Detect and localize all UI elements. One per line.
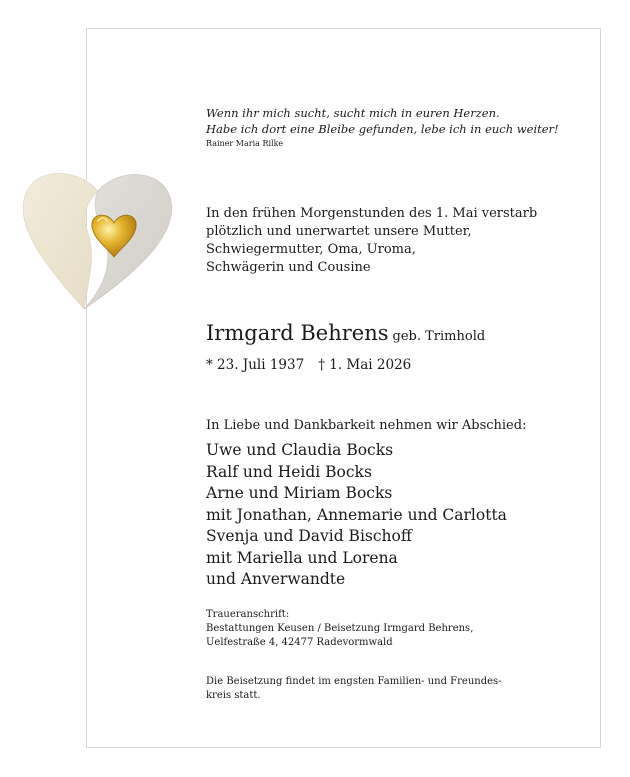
death-date: † 1. Mai 2026 (318, 357, 412, 373)
mourning-address (206, 608, 473, 650)
quote-text (206, 105, 559, 137)
quote-line: Habe ich dort eine Bleibe gefunden, lebe ich in euch weiter! (206, 122, 559, 136)
intro-line: plötzlich und unerwartet unsere Mutter, (206, 224, 472, 239)
note-line: Die Beisetzung findet im engsten Familien- und Freundes- (206, 676, 502, 687)
quote-author: Rainer Maria Rilke (206, 139, 284, 148)
mourners-list (206, 440, 507, 591)
intro-text (206, 205, 537, 277)
mourner-line: Arne und Miriam Bocks (206, 484, 393, 502)
birth-date: * 23. Juli 1937 (206, 357, 305, 373)
farewell-text: In Liebe und Dankbarkeit nehmen wir Abschied: (206, 418, 527, 433)
address-line: Uelfestraße 4, 42477 Radevormwald (206, 637, 393, 648)
note-line: kreis statt. (206, 690, 261, 701)
burial-note (206, 675, 502, 703)
heart-left-half (23, 173, 98, 309)
address-line: Bestattungen Keusen / Beisetzung Irmgard Behrens, (206, 623, 474, 634)
deceased-name-line (206, 321, 485, 345)
intro-line: Schwägerin und Cousine (206, 260, 371, 275)
intro-line: In den frühen Morgenstunden des 1. Mai verstarb (206, 206, 538, 221)
life-dates (206, 357, 411, 373)
address-label: Traueranschrift: (206, 609, 290, 620)
mourner-line: und Anverwandte (206, 570, 346, 588)
heart-illustration (18, 163, 178, 313)
intro-line: Schwiegermutter, Oma, Uroma, (206, 242, 416, 257)
birth-name: geb. Trimhold (392, 329, 486, 344)
mourner-line: Svenja und David Bischoff (206, 527, 412, 545)
quote-line: Wenn ihr mich sucht, sucht mich in euren Herzen. (206, 106, 500, 120)
mourner-line: Uwe und Claudia Bocks (206, 441, 394, 459)
deceased-name: Irmgard Behrens (206, 321, 389, 345)
mourner-line: Ralf und Heidi Bocks (206, 462, 372, 481)
mourner-line: mit Jonathan, Annemarie und Carlotta (206, 505, 507, 524)
mourner-line: mit Mariella und Lorena (206, 548, 398, 567)
